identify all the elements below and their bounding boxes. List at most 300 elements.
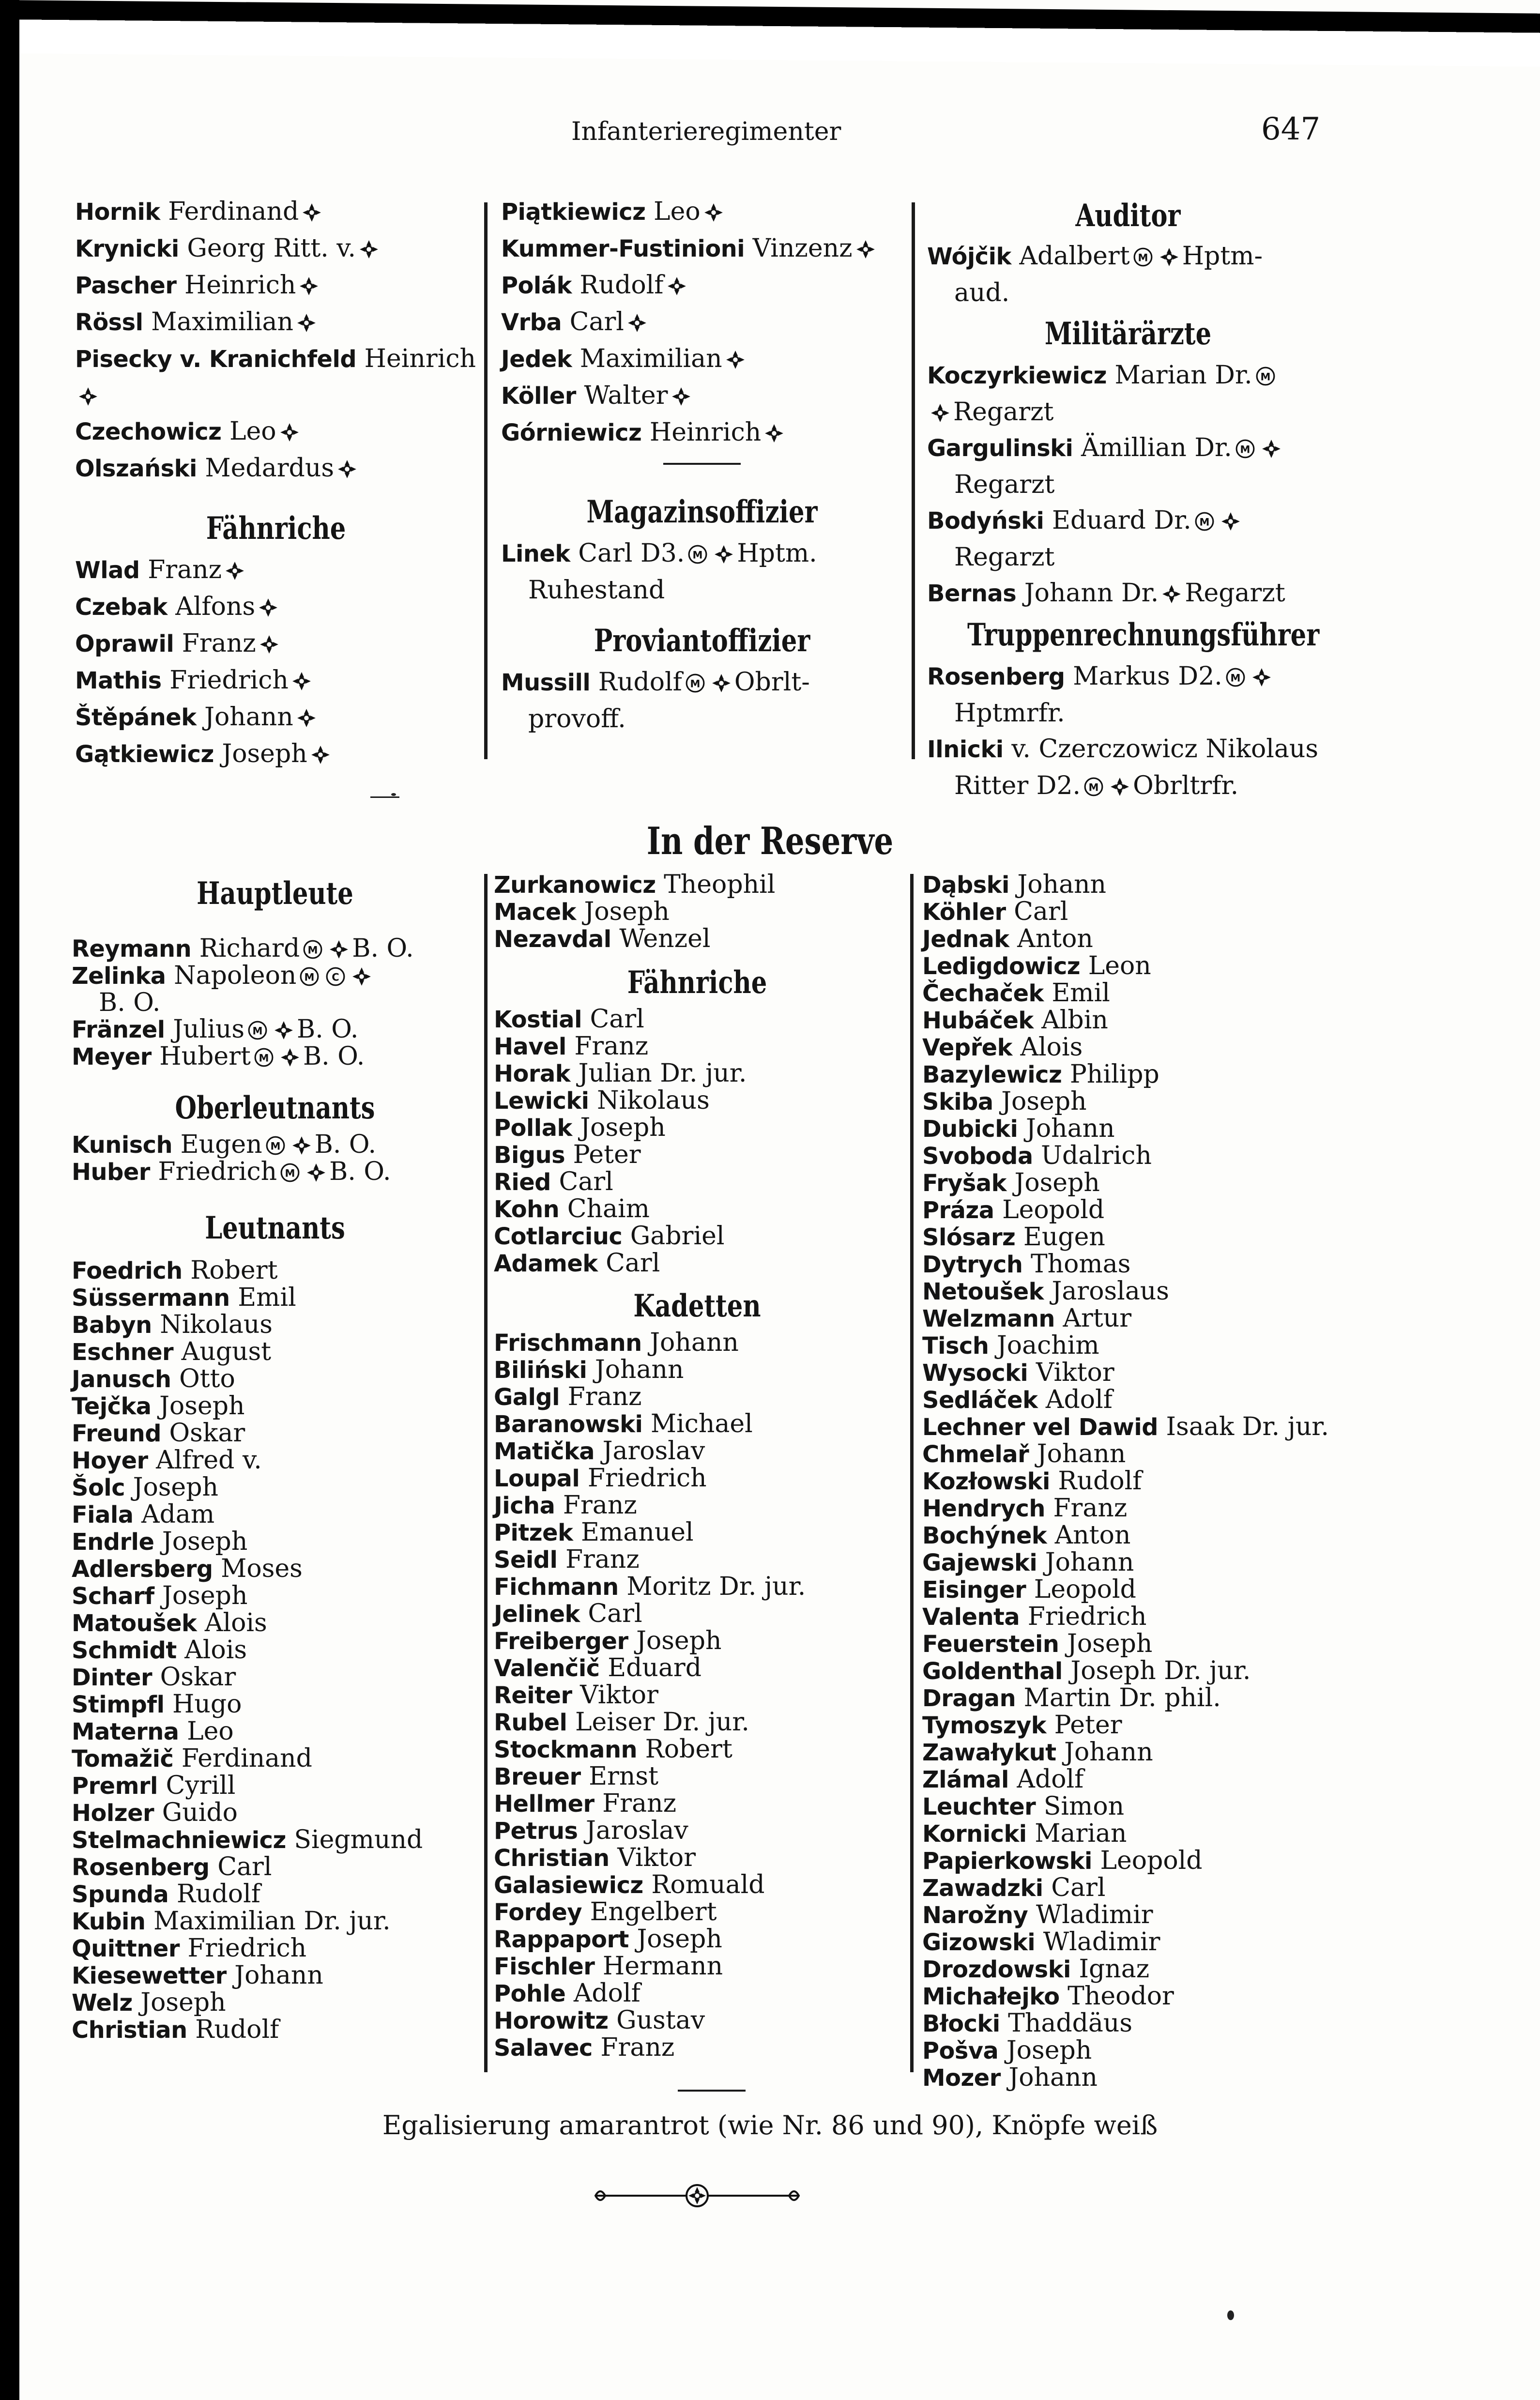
surname: Tomažič bbox=[72, 1746, 174, 1773]
section-heading: Oberleutnants bbox=[175, 1090, 375, 1126]
given-name: Joseph bbox=[1014, 1168, 1100, 1197]
given-name: Joseph bbox=[637, 1925, 722, 1954]
reserve-column-3 bbox=[922, 871, 1358, 2092]
given-name: Rudolf bbox=[195, 2015, 279, 2044]
given-name: Franz bbox=[563, 1491, 637, 1520]
list-item bbox=[494, 1465, 900, 1492]
list-item bbox=[922, 1902, 1358, 1929]
reserve-column-1 bbox=[72, 871, 478, 2044]
surname: Galasiewicz bbox=[494, 1872, 643, 1899]
list-item bbox=[494, 1384, 900, 1411]
surname: Vepřek bbox=[922, 1035, 1012, 1061]
maltese-cross-icon bbox=[302, 202, 322, 223]
list-item: Zelinka Napoleon bbox=[72, 963, 478, 990]
surname: Dąbski bbox=[922, 872, 1009, 899]
given-name: Johann bbox=[650, 1328, 739, 1357]
list-item: Gargulinski Ämillian Dr. bbox=[927, 430, 1329, 467]
surname: Goldenthal bbox=[922, 1658, 1063, 1685]
surname: Fiala bbox=[72, 1502, 134, 1529]
maltese-cross-icon bbox=[296, 708, 317, 728]
section-heading: Leutnants bbox=[205, 1210, 345, 1246]
scan-left-edge bbox=[0, 0, 19, 2400]
section-heading: Magazinsoffizier bbox=[586, 494, 818, 530]
list-item bbox=[494, 2007, 900, 2034]
list-item bbox=[494, 1736, 900, 1763]
given-name: Leopold bbox=[1034, 1575, 1136, 1604]
surname: Kiesewetter bbox=[72, 1963, 227, 1989]
list-item bbox=[922, 980, 1358, 1007]
surname: Zlámal bbox=[922, 1767, 1009, 1793]
circled-m-icon bbox=[254, 1047, 274, 1068]
given-name: Johann bbox=[595, 1355, 684, 1384]
circled-m-icon bbox=[265, 1135, 286, 1156]
maltese-cross-icon bbox=[764, 423, 784, 443]
surname: Freund bbox=[72, 1421, 161, 1447]
surname: Gizowski bbox=[922, 1929, 1036, 1956]
list-item bbox=[494, 871, 900, 899]
given-name: Adolf bbox=[1017, 1765, 1084, 1794]
maltese-cross-icon bbox=[329, 939, 349, 960]
surname: Kozłowski bbox=[922, 1468, 1050, 1495]
given-name: Moses bbox=[221, 1554, 303, 1583]
surname: Chmelař bbox=[922, 1441, 1029, 1468]
surname: Svoboda bbox=[922, 1143, 1033, 1170]
surname: Kornicki bbox=[922, 1821, 1027, 1848]
list-item: Ilnicki v. Czerczowicz Nikolaus bbox=[927, 734, 1319, 764]
list-item bbox=[494, 1115, 900, 1142]
list-item: Pisecky v. Kranichfeld Heinrich bbox=[75, 344, 476, 373]
surname: Čechaček bbox=[922, 980, 1044, 1007]
list-item bbox=[494, 1899, 900, 1926]
given-name: Udalrich bbox=[1041, 1141, 1152, 1170]
circled-m-icon bbox=[687, 544, 708, 565]
surname: Stimpfl bbox=[72, 1692, 165, 1718]
list-item bbox=[922, 1224, 1358, 1251]
list-item bbox=[922, 1685, 1358, 1712]
surname: Skiba bbox=[922, 1089, 993, 1116]
list-item bbox=[494, 926, 900, 953]
maltese-cross-icon bbox=[225, 561, 245, 581]
section-heading: Fähnriche bbox=[627, 964, 767, 1001]
circled-c-icon bbox=[325, 966, 346, 987]
list-item bbox=[922, 1414, 1358, 1441]
faehnriche-list bbox=[494, 1006, 900, 1277]
maltese-cross-icon bbox=[1220, 511, 1241, 532]
list-item bbox=[494, 1845, 900, 1872]
list-item bbox=[72, 1312, 478, 1339]
column-rule bbox=[484, 874, 488, 2072]
circled-m-icon bbox=[1083, 777, 1104, 797]
given-name: Hermann bbox=[602, 1952, 723, 1981]
surname: Hellmer bbox=[494, 1791, 595, 1818]
given-name: Anton bbox=[1017, 924, 1093, 953]
reserve-column-2 bbox=[494, 871, 900, 2062]
list-item: Huber Friedrich B. O. bbox=[72, 1157, 391, 1186]
given-name: Joseph bbox=[159, 1391, 245, 1421]
maltese-cross-icon bbox=[310, 745, 331, 765]
list-item bbox=[72, 2017, 478, 2044]
list-item: Kunisch Eugen B. O. bbox=[72, 1130, 377, 1159]
list-item bbox=[72, 1583, 478, 1610]
maltese-cross-icon bbox=[351, 966, 372, 987]
section-heading: Fähnriche bbox=[206, 510, 346, 547]
given-name: Franz bbox=[602, 1789, 676, 1818]
surname: Leuchter bbox=[922, 1794, 1036, 1820]
section-heading: Proviantoffizier bbox=[594, 623, 810, 659]
given-name: Adolf bbox=[573, 1979, 640, 2008]
list-item bbox=[494, 1438, 900, 1465]
given-name: Oskar bbox=[160, 1663, 236, 1692]
given-name: Alois bbox=[204, 1608, 267, 1637]
list-item bbox=[922, 1712, 1358, 1739]
surname: Fischler bbox=[494, 1954, 595, 1980]
given-name: Ignaz bbox=[1079, 1955, 1150, 1984]
given-name: Alfred v. bbox=[156, 1446, 262, 1475]
given-name: Friedrich bbox=[187, 1934, 307, 1963]
circled-m-icon bbox=[1235, 439, 1255, 459]
maltese-cross-icon bbox=[259, 634, 279, 655]
list-item bbox=[494, 1818, 900, 1845]
surname: Michałejko bbox=[922, 1984, 1060, 2010]
circled-m-icon bbox=[1133, 247, 1153, 267]
surname: Spunda bbox=[72, 1881, 169, 1908]
given-name: Joachim bbox=[996, 1331, 1099, 1360]
maltese-cross-icon bbox=[337, 459, 357, 479]
list-item bbox=[922, 1305, 1358, 1332]
list-item bbox=[494, 1709, 900, 1736]
list-item bbox=[494, 899, 900, 926]
list-item bbox=[922, 1820, 1358, 1848]
list-item bbox=[72, 1935, 478, 1962]
surname: Scharf bbox=[72, 1583, 154, 1610]
list-item bbox=[494, 1357, 900, 1384]
maltese-cross-icon bbox=[725, 350, 746, 370]
surname: Materna bbox=[72, 1719, 179, 1745]
surname: Biliński bbox=[494, 1357, 587, 1384]
surname: Tymoszyk bbox=[922, 1712, 1047, 1739]
given-name: Leo bbox=[187, 1717, 234, 1746]
list-item bbox=[72, 1257, 478, 1284]
list-item: Wójčik Adalbert Hptm- bbox=[927, 242, 1263, 271]
given-name: Johann bbox=[1008, 2063, 1098, 2092]
list-item bbox=[494, 1872, 900, 1899]
list-item bbox=[922, 1956, 1358, 1983]
surname: Christian bbox=[72, 2017, 187, 2044]
surname: Hubáček bbox=[922, 1008, 1034, 1034]
maltese-cross-icon bbox=[306, 1162, 326, 1183]
list-item: Linek Carl D3. Hptm. bbox=[501, 539, 817, 568]
list-item bbox=[922, 899, 1358, 926]
surname: Frischmann bbox=[494, 1330, 642, 1357]
surname: Jicha bbox=[494, 1493, 555, 1519]
section-heading: Auditor bbox=[1075, 198, 1181, 234]
surname: Schmidt bbox=[72, 1637, 177, 1664]
list-item bbox=[494, 1223, 900, 1250]
circled-m-icon bbox=[303, 939, 323, 960]
given-name: Maximilian Dr. jur. bbox=[153, 1907, 391, 1936]
surname: Kohn bbox=[494, 1196, 560, 1223]
given-name: Otto bbox=[179, 1364, 235, 1393]
given-name: Rudolf bbox=[176, 1880, 260, 1909]
given-name: Carl bbox=[1051, 1873, 1106, 1902]
list-item: Górniewicz Heinrich bbox=[501, 414, 903, 451]
list-item-continuation: provoff. bbox=[528, 704, 626, 734]
section-heading: Kadetten bbox=[633, 1288, 761, 1324]
given-name: Cyrill bbox=[166, 1771, 236, 1800]
circled-m-icon bbox=[1255, 366, 1276, 386]
given-name: Eugen bbox=[1023, 1223, 1105, 1252]
surname: Cotlarciuc bbox=[494, 1223, 623, 1250]
given-name: Carl bbox=[559, 1167, 613, 1196]
list-item bbox=[72, 1664, 478, 1691]
surname: Welz bbox=[72, 1990, 133, 2017]
given-name: Artur bbox=[1063, 1304, 1132, 1333]
list-item bbox=[922, 1929, 1358, 1956]
surname: Ried bbox=[494, 1169, 551, 1196]
list-item: Fränzel Julius B. O. bbox=[72, 1015, 359, 1044]
list-item bbox=[494, 1574, 900, 1601]
given-name: Wladimir bbox=[1036, 1900, 1153, 1929]
given-name: Franz bbox=[565, 1545, 640, 1574]
surname: Fichmann bbox=[494, 1574, 619, 1601]
given-name: Chaim bbox=[567, 1194, 650, 1223]
maltese-cross-icon bbox=[1110, 777, 1130, 797]
list-item bbox=[72, 1637, 478, 1664]
list-item bbox=[922, 1088, 1358, 1116]
list-item bbox=[494, 1519, 900, 1546]
list-item bbox=[72, 1989, 478, 2017]
given-name: Friedrich bbox=[1027, 1602, 1147, 1631]
surname: Macek bbox=[494, 899, 576, 926]
given-name: Guido bbox=[162, 1798, 238, 1827]
surname: Stelmachniewicz bbox=[72, 1827, 286, 1854]
given-name: Joseph bbox=[584, 897, 670, 926]
list-item bbox=[72, 1718, 478, 1745]
column-rule bbox=[484, 202, 488, 759]
maltese-cross-icon bbox=[359, 239, 379, 260]
list-item: Krynicki Georg Ritt. v. bbox=[75, 230, 477, 267]
given-name: Michael bbox=[650, 1409, 753, 1438]
list-item bbox=[494, 1142, 900, 1169]
list-item bbox=[72, 1474, 478, 1501]
given-name: Ferdinand bbox=[181, 1744, 312, 1773]
scan-speck bbox=[1227, 2310, 1234, 2320]
circled-m-icon bbox=[299, 966, 320, 987]
maltese-cross-icon bbox=[1261, 439, 1281, 459]
surname: Sedláček bbox=[922, 1387, 1038, 1414]
list-item bbox=[494, 1763, 900, 1790]
surname: Loupal bbox=[494, 1466, 580, 1492]
given-name: Romuald bbox=[651, 1870, 765, 1899]
surname: Jednak bbox=[922, 926, 1009, 953]
given-name: Joseph bbox=[580, 1113, 666, 1142]
given-name: Hugo bbox=[172, 1690, 242, 1719]
kadetten-list bbox=[494, 1330, 900, 2062]
surname: Gajewski bbox=[922, 1550, 1037, 1576]
active-column-3 bbox=[927, 194, 1329, 804]
surname: Rappaport bbox=[494, 1926, 629, 1953]
given-name: Leopold bbox=[1100, 1846, 1203, 1875]
surname: Netoušek bbox=[922, 1279, 1044, 1305]
list-item bbox=[922, 1034, 1358, 1061]
surname: Süssermann bbox=[72, 1285, 230, 1312]
surname: Horowitz bbox=[494, 2008, 609, 2034]
given-name: Albin bbox=[1041, 1006, 1108, 1035]
list-item: Köller Walter bbox=[501, 378, 903, 414]
list-item bbox=[494, 1980, 900, 2007]
given-name: Eduard bbox=[608, 1653, 702, 1682]
given-name: Friedrich bbox=[587, 1464, 707, 1493]
given-name: Alois bbox=[184, 1636, 247, 1665]
list-item bbox=[494, 1682, 900, 1709]
surname: Rosenberg bbox=[72, 1854, 210, 1881]
maltese-cross-icon bbox=[78, 386, 98, 407]
surname: Valenta bbox=[922, 1604, 1020, 1631]
list-item bbox=[494, 1411, 900, 1438]
list-item bbox=[922, 1549, 1358, 1576]
list-item bbox=[72, 1962, 478, 1989]
surname: Rubel bbox=[494, 1710, 567, 1736]
active-column-2 bbox=[501, 194, 903, 737]
surname: Mozer bbox=[922, 2065, 1001, 2092]
surname: Adamek bbox=[494, 1251, 598, 1277]
surname: Seidl bbox=[494, 1547, 558, 1574]
surname: Dytrych bbox=[922, 1252, 1023, 1278]
surname: Hoyer bbox=[72, 1448, 148, 1474]
list-item bbox=[922, 1278, 1358, 1305]
list-item bbox=[922, 1766, 1358, 1793]
given-name: Viktor bbox=[580, 1681, 658, 1710]
active-column-1 bbox=[75, 194, 477, 773]
reserve-list-top bbox=[494, 871, 900, 953]
maltese-cross-icon bbox=[291, 1135, 312, 1156]
list-item-continuation: B. O. bbox=[99, 988, 161, 1017]
surname: Tisch bbox=[922, 1333, 989, 1360]
given-name: Theodor bbox=[1067, 1982, 1174, 2011]
given-name: Simon bbox=[1043, 1792, 1125, 1821]
given-name: Carl bbox=[590, 1005, 644, 1034]
given-name: Wenzel bbox=[619, 924, 711, 953]
given-name: Leiser Dr. jur. bbox=[575, 1708, 749, 1737]
list-item: Olszański Medardus bbox=[75, 450, 477, 487]
list-item bbox=[922, 1007, 1358, 1034]
list-item bbox=[494, 1196, 900, 1223]
list-item bbox=[922, 1251, 1358, 1278]
list-item bbox=[494, 1169, 900, 1196]
surname: Endrle bbox=[72, 1529, 154, 1556]
list-item bbox=[494, 1953, 900, 1980]
given-name: Gustav bbox=[616, 2006, 705, 2035]
given-name: Robert bbox=[190, 1256, 278, 1285]
given-name: Siegmund bbox=[294, 1825, 423, 1854]
list-item-continuation bbox=[75, 378, 477, 413]
maltese-cross-icon bbox=[299, 276, 319, 296]
surname: Fryšak bbox=[922, 1170, 1006, 1197]
list-item bbox=[922, 1360, 1358, 1387]
list-item: Hornik Ferdinand bbox=[75, 194, 477, 230]
list-item: Koczyrkiewicz Marian Dr. bbox=[927, 357, 1329, 394]
scan-speck bbox=[391, 793, 396, 796]
list-item bbox=[922, 926, 1358, 953]
surname: Valenčič bbox=[494, 1655, 600, 1682]
surname: Eschner bbox=[72, 1339, 174, 1366]
list-item bbox=[494, 1087, 900, 1115]
list-item bbox=[72, 1908, 478, 1935]
given-name: Ernst bbox=[589, 1762, 658, 1791]
running-header-title: Infanterieregimenter bbox=[571, 117, 841, 146]
maltese-cross-icon bbox=[274, 1020, 294, 1040]
given-name: Joseph bbox=[636, 1626, 722, 1655]
given-name: Jaroslav bbox=[586, 1816, 688, 1845]
surname: Stockmann bbox=[494, 1737, 638, 1763]
surname: Tejčka bbox=[72, 1393, 152, 1420]
list-item bbox=[494, 1655, 900, 1682]
surname: Bochýnek bbox=[922, 1523, 1047, 1549]
given-name: Viktor bbox=[1036, 1358, 1114, 1387]
given-name: Johann bbox=[1064, 1738, 1153, 1767]
given-name: Johann bbox=[1017, 870, 1107, 899]
given-name: Joseph bbox=[1001, 1087, 1087, 1116]
given-name: Adam bbox=[141, 1500, 215, 1529]
column-rule bbox=[910, 874, 914, 2072]
maltese-cross-icon bbox=[714, 544, 734, 565]
list-item bbox=[922, 1061, 1358, 1088]
list-item bbox=[922, 1116, 1358, 1143]
surname: Salavec bbox=[494, 2035, 593, 2062]
given-name: Joseph bbox=[133, 1473, 218, 1502]
surname: Dragan bbox=[922, 1685, 1016, 1712]
given-name: Jaroslav bbox=[602, 1437, 705, 1466]
surname: Hendrych bbox=[922, 1496, 1045, 1522]
maltese-cross-icon bbox=[627, 313, 647, 333]
given-name: Emil bbox=[1052, 978, 1110, 1008]
list-item bbox=[72, 1501, 478, 1529]
circled-m-icon bbox=[247, 1020, 268, 1040]
surname: Premrl bbox=[72, 1773, 158, 1800]
ornament-divider-icon bbox=[586, 2179, 808, 2213]
surname: Drozdowski bbox=[922, 1957, 1071, 1983]
surname: Šolc bbox=[72, 1475, 125, 1501]
given-name: Gabriel bbox=[630, 1222, 725, 1251]
given-name: Philipp bbox=[1069, 1060, 1159, 1089]
list-item bbox=[72, 1610, 478, 1637]
list-item bbox=[72, 1827, 478, 1854]
list-item bbox=[494, 1060, 900, 1087]
list-item bbox=[494, 1250, 900, 1277]
given-name: Carl bbox=[1014, 897, 1068, 926]
list-item: Czechowicz Leo bbox=[75, 413, 477, 450]
list-item-continuation: aud. bbox=[954, 278, 1010, 307]
surname: Janusch bbox=[72, 1366, 171, 1393]
given-name: Joseph bbox=[1067, 1629, 1153, 1658]
list-item bbox=[922, 2064, 1358, 2092]
list-item: Kummer-Fustinioni Vinzenz bbox=[501, 230, 903, 267]
list-item bbox=[72, 1881, 478, 1908]
given-name: Emanuel bbox=[580, 1518, 694, 1547]
list-item: Štěpánek Johann bbox=[75, 699, 477, 736]
list-item: Oprawil Franz bbox=[75, 626, 477, 662]
surname: Bigus bbox=[494, 1142, 565, 1169]
list-item bbox=[922, 953, 1358, 980]
list-item bbox=[922, 1170, 1358, 1197]
list-item: Jedek Maximilian bbox=[501, 341, 903, 378]
list-item: Polák Rudolf bbox=[501, 267, 903, 304]
list-item bbox=[922, 2010, 1358, 2037]
list-item-continuation: Ruhestand bbox=[528, 576, 665, 605]
circled-m-icon bbox=[1225, 667, 1246, 688]
surname: Papierkowski bbox=[922, 1848, 1092, 1875]
given-name: Nikolaus bbox=[597, 1086, 710, 1115]
